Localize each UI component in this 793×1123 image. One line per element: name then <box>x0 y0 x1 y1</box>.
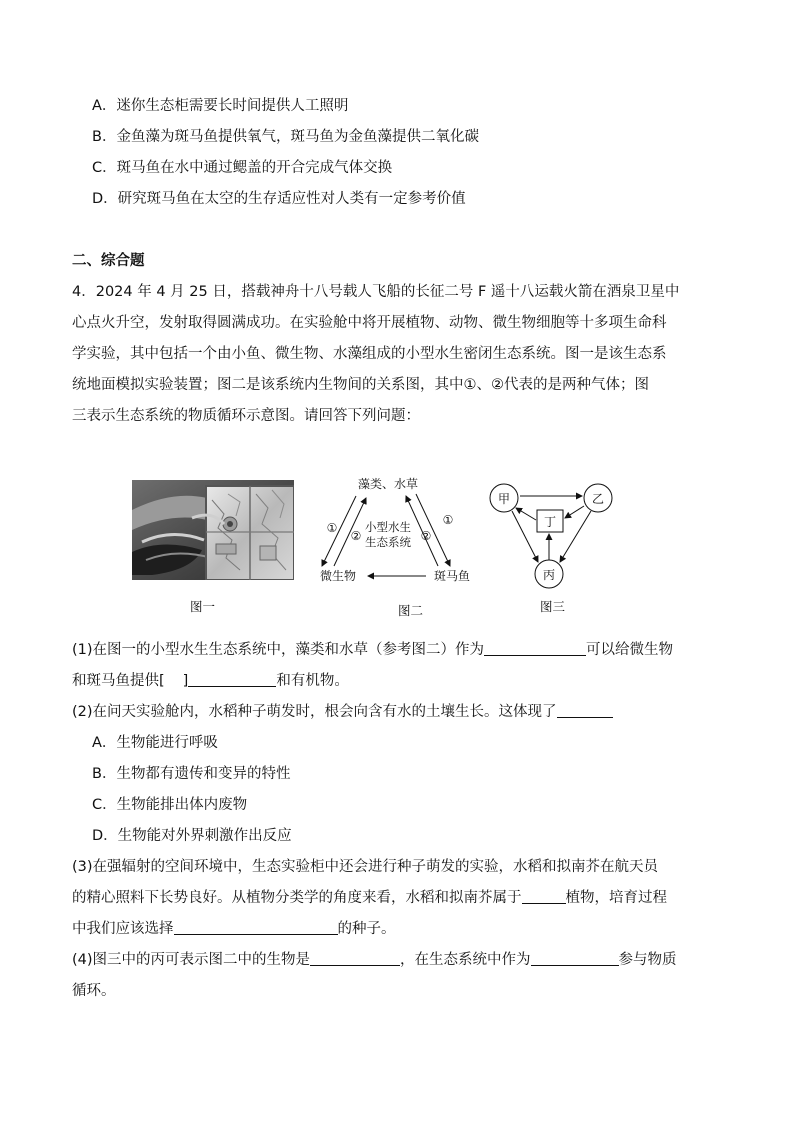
q4-sub1-text: ] <box>182 673 189 689</box>
answer-blank[interactable] <box>174 920 338 935</box>
q4-sub1-text: 和有机物。 <box>276 673 349 689</box>
fig3-node-yi: 乙 <box>591 492 605 506</box>
q4-sub4-line1 <box>72 950 677 970</box>
fig2-center-label: 生态系统 <box>365 535 411 549</box>
q4-sub2-stem <box>72 702 613 722</box>
fig3-node-ding: 丁 <box>543 515 557 529</box>
fig2-node-algae: 藻类、水草 <box>357 477 419 491</box>
answer-blank[interactable] <box>531 951 619 966</box>
q4-sub2-option-c: C．生物能排出体内废物 <box>92 797 248 813</box>
q4-sub3-line3 <box>72 919 396 939</box>
q4-sub4-text: ，在生态系统中作为 <box>400 952 531 968</box>
figure1-photo <box>132 480 294 580</box>
option-d: D．研究斑马鱼在太空的生存适应性对人类有一定参考价值 <box>92 191 466 207</box>
q4-intro-line: 4．2024 年 4 月 25 日，搭载神舟十八号载人飞船的长征二号 F 遥十八运载火箭在酒泉卫星中 <box>72 284 680 300</box>
q4-intro-line: 学实验，其中包括一个由小鱼、微生物、水藻组成的小型水生密闭生态系统。图一是该生态系 <box>72 346 667 362</box>
fig2-mark-1: ① <box>326 521 338 535</box>
figure3-caption: 图三 <box>540 599 566 614</box>
answer-blank[interactable] <box>484 641 586 656</box>
fig2-mark-2: ② <box>350 529 362 543</box>
fig3-arrow <box>565 506 584 518</box>
q4-sub3-text: 植物，培育过程 <box>565 890 667 906</box>
q4-sub4-line2: 循环。 <box>72 983 116 999</box>
figure2-caption: 图二 <box>398 603 424 618</box>
answer-blank[interactable] <box>522 889 566 904</box>
q4-sub1-text: (1)在图一的小型水生生态系统中，藻类和水草（参考图二）作为 <box>72 642 485 658</box>
q4-sub1-line1 <box>72 640 673 660</box>
q4-sub2-stem-text: (2)在问天实验舱内，水稻种子萌发时，根会向含有水的土壤生长。这体现了 <box>72 704 557 720</box>
option-a: A．迷你生态柜需要长时间提供人工照明 <box>92 98 349 114</box>
q4-intro-line: 心点火升空，发射取得圆满成功。在实验舱中将开展植物、动物、微生物细胞等十多项生命科 <box>72 315 667 331</box>
q4-sub2-option-d: D．生物能对外界刺激作出反应 <box>92 828 292 844</box>
answer-blank[interactable] <box>188 672 276 687</box>
fig3-node-bing: 丙 <box>542 568 556 582</box>
q4-sub2-option-b: B．生物都有遗传和变异的特性 <box>92 766 291 782</box>
fig3-arrow <box>516 508 536 520</box>
q4-sub1-text: 和斑马鱼提供[ <box>72 673 165 689</box>
fig3-node-jia: 甲 <box>497 492 511 506</box>
q4-sub4-text: 参与物质 <box>618 952 677 968</box>
q4-sub1-line2 <box>72 671 349 691</box>
figure2-diagram <box>308 474 478 590</box>
section-title: 二、综合题 <box>72 253 145 269</box>
q4-intro-line: 统地面模拟实验装置；图二是该系统内生物间的关系图，其中①、②代表的是两种气体；图 <box>72 377 649 393</box>
figure1-caption: 图一 <box>190 599 216 614</box>
q4-sub3-text: 的精心照料下长势良好。从植物分类学的角度来看，水稻和拟南芥属于 <box>72 890 522 906</box>
q4-sub1-text: 可以给微生物 <box>586 642 674 658</box>
q4-intro-line: 三表示生态系统的物质循环示意图。请回答下列问题： <box>72 408 420 424</box>
q4-sub4-text: (4)图三中的丙可表示图二中的生物是 <box>72 952 311 968</box>
q4-sub2-option-a: A．生物能进行呼吸 <box>92 735 218 751</box>
answer-blank[interactable] <box>557 703 613 718</box>
q4-sub3-line1: (3)在强辐射的空间环境中，生态实验柜中还会进行种子萌发的实验，水稻和拟南芥在航天员 <box>72 859 659 875</box>
fig2-mark-1: ① <box>442 513 454 527</box>
q4-sub3-line2 <box>72 888 667 908</box>
answer-blank[interactable] <box>310 951 400 966</box>
q4-sub3-text: 中我们应该选择 <box>72 921 174 937</box>
q4-sub3-text: 的种子。 <box>337 921 396 937</box>
fig2-mark-2: ② <box>420 529 432 543</box>
fig3-arrow <box>560 511 591 562</box>
fig2-center-label: 小型水生 <box>365 520 411 534</box>
option-b: B．金鱼藻为斑马鱼提供氧气，斑马鱼为金鱼藻提供二氧化碳 <box>92 129 479 145</box>
fig2-node-fish: 斑马鱼 <box>433 569 471 583</box>
option-c: C．斑马鱼在水中通过鳃盖的开合完成气体交换 <box>92 160 393 176</box>
fig2-node-microbe: 微生物 <box>319 569 357 583</box>
figure3-diagram <box>484 478 622 590</box>
